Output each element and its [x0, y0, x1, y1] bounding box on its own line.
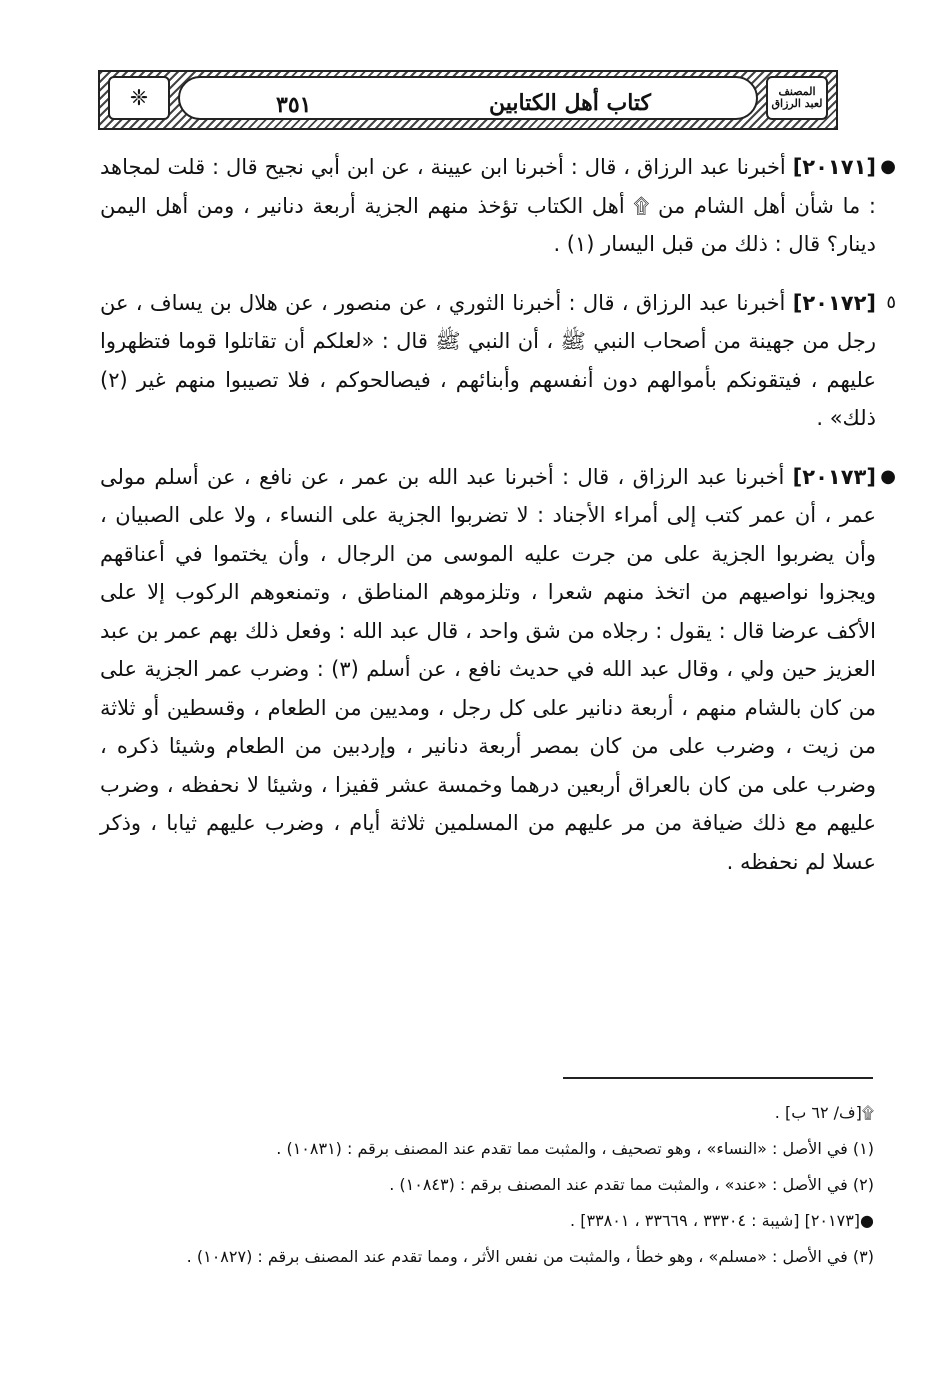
hadith-text: أخبرنا عبد الرزاق ، قال : أخبرنا الثوري ، عن منصور ، عن هلال بن يساف ، عن رجل من جهينة من أصحاب النبي ﷺ ، أن النبي ﷺ قال : «لعلكم أن تقاتلوا قوما فتظهروا عليهم ، فيتقونكم بأموالهم دون أنفسهم وأبنائهم ، فيصالحوكم ، فلا تصيبوا منهم غير (٢) ذلك» . [100, 290, 876, 430]
ornament-icon: ❈ [108, 76, 170, 120]
footnotes [120, 1098, 874, 1278]
footnote-divider [563, 1077, 873, 1079]
hadith-number: [٢٠١٧١] [792, 155, 876, 179]
book-title: كتاب أهل الكتابين [488, 90, 652, 116]
footnote: ۩[ف/ ٦٢ ب] . [774, 1103, 874, 1122]
hadith-20173 [100, 458, 896, 882]
hadith-text: أخبرنا عبد الرزاق ، قال : أخبرنا ابن عيينة ، عن ابن أبي نجيح قال : قلت لمجاهد : ما شأن أهل الشام من ۩ أهل الكتاب تؤخذ منهم الجزية أربعة دنانير ، ومن أهل اليمن دينار؟ قال : ذلك من قبل اليسار (١) . [100, 155, 876, 256]
page-number: ٣٥١ [276, 92, 312, 118]
hadith-20171 [100, 148, 896, 264]
hadith-number: [٢٠١٧٣] [792, 464, 876, 489]
hadith-marker: ● [880, 465, 896, 487]
main-text [100, 148, 896, 901]
title-cartouche [178, 76, 758, 120]
footnote: (١) في الأصل : «النساء» ، وهو تصحيف ، والمثبت مما تقدم عند المصنف برقم : (١٠٨٣١) . [276, 1139, 874, 1158]
hadith-marker: ● [880, 156, 896, 177]
logo-line-2: لعبد الرزاق [771, 97, 823, 110]
hadith-number: [٢٠١٧٢] [792, 290, 877, 315]
hadith-text: أخبرنا عبد الرزاق ، قال : أخبرنا عبد الله بن عمر ، عن نافع ، عن أسلم مولى عمر ، أن عمر كتب إلى أمراء الأجناد : لا تضربوا الجزية على النساء ، ولا على الصبيان ، وأن يضربوا الجزية على من جرت عليه الموسى من الرجال ، وأن يختموا في أعناقهم ويجزوا نواصيهم من اتخذ منهم شعرا ، وتلزموهم المناطق ، وتمنعوهم الركوب إلا على الأكف عرضا قال : يقول : رجلاه من شق واحد ، قال عبد الله : وفعل ذلك بهم عمر بن عبد العزيز حين ولي ، وقال عبد الله في حديث نافع ، عن أسلم (٣) : وضرب عمر الجزية على من كان بالشام منهم ، أربعة دنانير على كل رجل ، ومديين من الطعام ، وقسطين أو ثلاثة من زيت ، وضرب على من كان بمصر أربعة دنانير ، وإردبين من الطعام وشيئا ذكره ، وضرب على من كان بالعراق أربعين درهما وخمسة عشر قفيزا ، وشيئا لا نحفظه ، وضرب عليهم مع ذلك ضيافة من مر عليهم من المسلمين ثلاثة أيام ، وضرب عليهم ثيابا ، وذكر عسلا لم نحفظه . [100, 464, 876, 874]
book-logo [766, 76, 828, 120]
footnote: ●[٢٠١٧٣] [شيبة : ٣٣٣٠٤ ، ٣٣٦٦٩ ، ٣٣٨٠١] . [570, 1211, 874, 1230]
footnote: (٣) في الأصل : «مسلم» ، وهو خطأ ، والمثبت من نفس الأثر ، ومما تقدم عند المصنف برقم : (١٠٨٢٧) . [186, 1247, 874, 1266]
hadith-20172 [100, 284, 896, 438]
page-header [98, 70, 838, 130]
hadith-marker: ٥ [886, 291, 896, 313]
logo-line-1: المصنف [778, 85, 816, 98]
footnote: (٢) في الأصل : «عند» ، والمثبت مما تقدم عند المصنف برقم : (١٠٨٤٣) . [389, 1175, 874, 1194]
